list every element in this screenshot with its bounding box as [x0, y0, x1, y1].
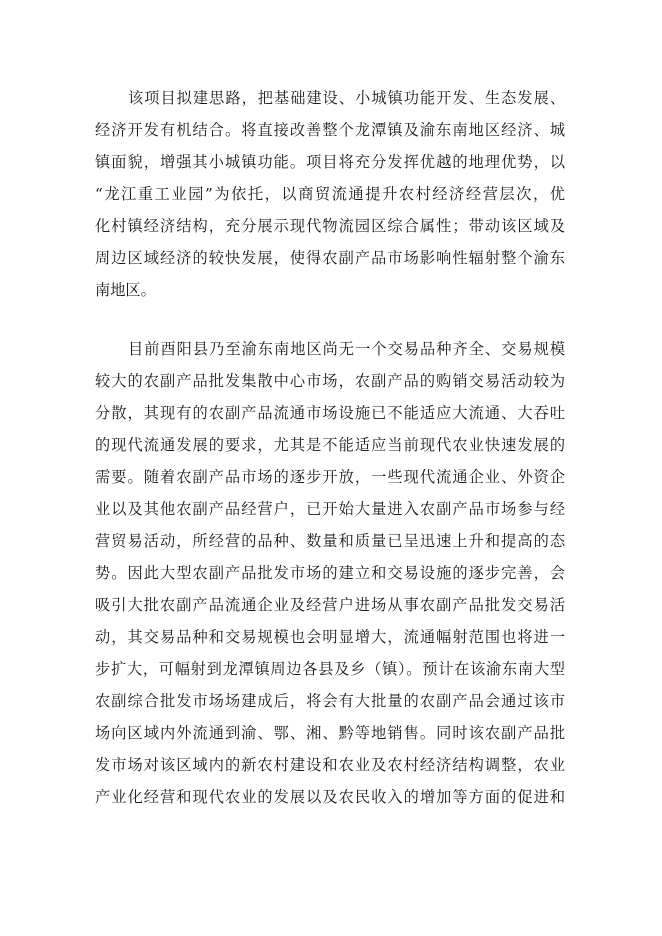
text-line: 业以及其他农副产品经营户，已开始大量进入农副产品市场参与经: [95, 500, 565, 518]
text-line: 南地区。: [95, 281, 156, 299]
text-line: 目前酉阳县乃至渝东南地区尚无一个交易品种齐全、交易规模: [128, 340, 565, 358]
text-line: 该项目拟建思路，把基础建设、小城镇功能开发、生态发展、: [128, 89, 565, 107]
text-line: 较大的农副产品批发集散中心市场，农副产品的购销交易活动较为: [95, 372, 565, 390]
text-line: 吸引大批农副产品流通企业及经营户进场从事农副产品批发交易活: [95, 596, 565, 614]
text-line: 发市场对该区域内的新农村建设和农业及农村经济结构调整，农业: [95, 756, 565, 774]
text-line: “龙江重工业园”为依托，以商贸流通提升农村经济经营层次，优: [95, 185, 565, 203]
text-line: 镇面貌，增强其小城镇功能。项目将充分发挥优越的地理优势，以: [95, 153, 565, 171]
text-line: 场向区域内外流通到渝、鄂、湘、黔等地销售。同时该农副产品批: [95, 724, 565, 742]
text-line: 的现代流通发展的要求，尤其是不能适应当前现代农业快速发展的: [95, 436, 565, 454]
text-line: 农副综合批发市场场建成后，将会有大批量的农副产品会通过该市: [95, 692, 565, 710]
text-line: 动，其交易品种和交易规模也会明显增大，流通幅射范围也将进一: [95, 628, 565, 646]
text-line: 周边区域经济的较快发展，使得农副产品市场影响性辐射整个渝东: [95, 249, 565, 267]
text-line: 产业化经营和现代农业的发展以及农民收入的增加等方面的促进和: [95, 788, 565, 806]
text-line: 营贸易活动，所经营的品种、数量和质量已呈迅速上升和提高的态: [95, 532, 565, 550]
paragraph-market-status: [95, 333, 565, 813]
text-line: 需要。随着农副产品市场的逐步开放，一些现代流通企业、外资企: [95, 468, 565, 486]
text-line: 步扩大，可幅射到龙潭镇周边各县及乡（镇）。预计在该渝东南大型: [95, 660, 565, 678]
paragraph-project-approach: [95, 82, 565, 306]
text-line: 化村镇经济结构，充分展示现代物流园区综合属性；带动该区域及: [95, 217, 565, 235]
text-line: 经济开发有机结合。将直接改善整个龙潭镇及渝东南地区经济、城: [95, 121, 565, 139]
text-line: 分散，其现有的农副产品流通市场设施已不能适应大流通、大吞吐: [95, 404, 565, 422]
text-line: 势。因此大型农副产品批发市场的建立和交易设施的逐步完善，会: [95, 564, 565, 582]
